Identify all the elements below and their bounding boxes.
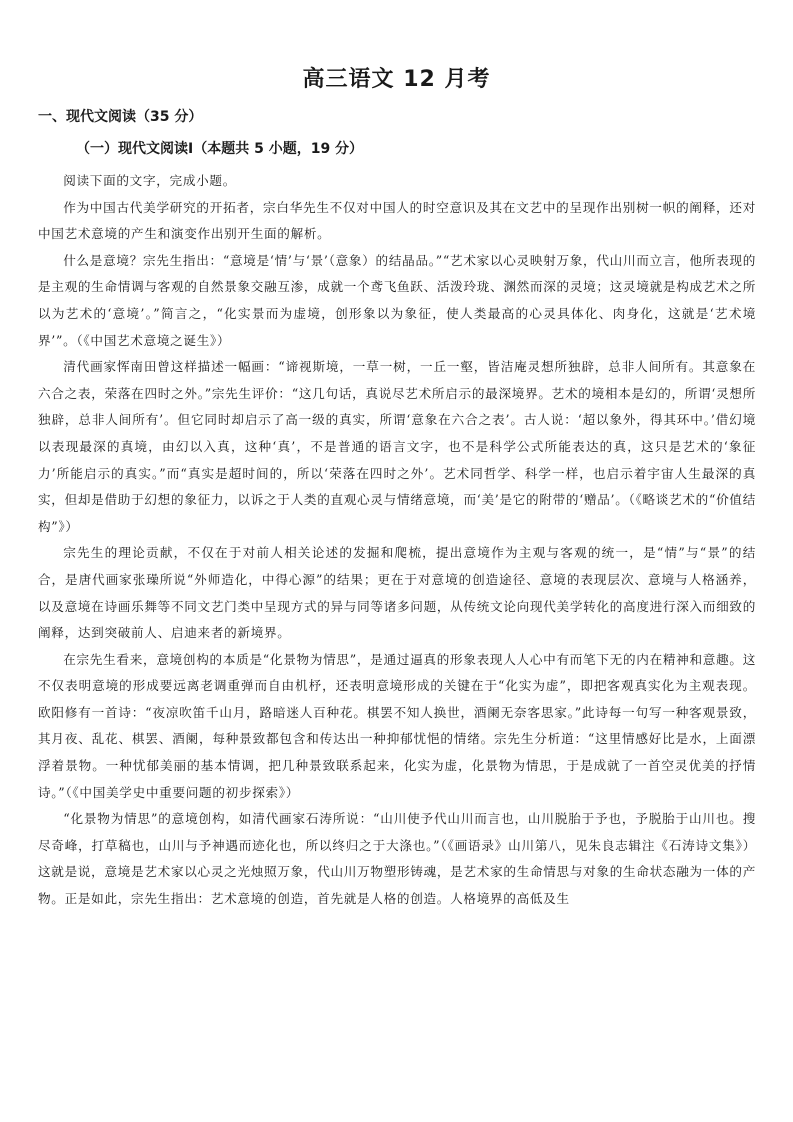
subsection-heading: （一）现代文阅读Ⅰ（本题共 5 小题，19 分）	[76, 141, 364, 157]
page-title: 高三语文 12 月考	[302, 67, 491, 92]
paragraph: “化景物为情思”的意境创构，如清代画家石涛所说：“山川使予代山川而言也，山川脱胎于予也，予脱胎于山川也。搜尽奇峰，打草稿也，山川与予神遇而迹化也，所以终归之于大涤也。”（《画语录》山川第八，见朱良志辑注《石涛诗文集》）这就是说，意境是艺术家以心灵之光烛照万象，代山川万物塑形铸魂，是艺术家的生命情思与对象的生命状态融为一体的产物。正是如此，宗先生指出：艺术意境的创造，首先就是人格的创造。人格境界的高低及生	[38, 811, 756, 907]
reading-passage	[38, 168, 756, 913]
paragraph: 宗先生的理论贡献，不仅在于对前人相关论述的发掘和爬梳，提出意境作为主观与客观的统一，是“情”与“景”的结合，是唐代画家张璪所说“外师造化，中得心源”的结果；更在于对意境的创造途径、意境的表现层次、意境与人格涵养，以及意境在诗画乐舞等不同文艺门类中呈现方式的异与同等诸多问题，从传统文论向现代美学转化的高度进行深入而细致的阐释，达到突破前人、启迪来者的新境界。	[38, 545, 756, 641]
paragraph: 什么是意境？宗先生指出：“意境是‘情’与‘景’（意象）的结晶品。”“艺术家以心灵映射万象，代山川而立言，他所表现的是主观的生命情调与客观的自然景象交融互渗，成就一个鸢飞鱼跃、活泼玲珑、渊然而深的灵境；这灵境就是构成艺术之所以为艺术的‘意境’。”简言之，“化实景而为虚境，创形象以为象征，使人类最高的心灵具体化、肉身化，这就是‘艺术境界’”。（《中国艺术意境之诞生》）	[38, 252, 756, 348]
paragraph: 清代画家恽南田曾这样描述一幅画：“谛视斯境，一草一树，一丘一壑，皆洁庵灵想所独辟，总非人间所有。其意象在六合之表，荣落在四时之外。”宗先生评价：“这几句话，真说尽艺术所启示的最深境界。艺术的境相本是幻的，所谓‘灵想所独辟，总非人间所有’。但它同时却启示了高一级的真实，所谓‘意象在六合之表’。古人说：‘超以象外，得其环中。’借幻境以表现最深的真境，由幻以入真，这种‘真’，不是普通的语言文字，也不是科学公式所能表达的真，这只是艺术的‘象征力’所能启示的真实。”而“真实是超时间的，所以‘荣落在四时之外’。艺术同哲学、科学一样，也启示着宇宙人生最深的真实，但却是借助于幻想的象征力，以诉之于人类的直观心灵与情绪意境，而‘美’是它的附带的‘赠品’。（《略谈艺术的“价值结构”》）	[38, 359, 756, 534]
paragraph-instruction: 阅读下面的文字，完成小题。	[63, 173, 237, 188]
paragraph: 在宗先生看来，意境创构的本质是“化景物为情思”，是通过逼真的形象表现人人心中有而笔下无的内在精神和意趣。这不仅表明意境的形成要远离老调重弹而自由机杼，还表明意境形成的关键在于“化实为虚”，即把客观真实化为主观表现。欧阳修有一首诗：“夜凉吹笛千山月，路暗迷人百种花。棋罢不知人换世，酒阑无奈客思家。”此诗每一句写一种客观景致，其月夜、乱花、棋罢、酒阑，每种景致都包含和传达出一种抑郁忧悒的情绪。宗先生分析道：“这里情感好比是水，上面漂浮着景物。一种忧郁美丽的基本情调，把几种景致联系起来，化实为虚，化景物为情思，于是成就了一首空灵优美的抒情诗。”（《中国美学史中重要问题的初步探索》）	[38, 651, 756, 800]
paragraph: 作为中国古代美学研究的开拓者，宗白华先生不仅对中国人的时空意识及其在文艺中的呈现作出别树一帜的阐释，还对中国艺术意境的产生和演变作出别开生面的解析。	[38, 199, 756, 242]
section-heading: 一、现代文阅读（35 分）	[38, 109, 203, 125]
